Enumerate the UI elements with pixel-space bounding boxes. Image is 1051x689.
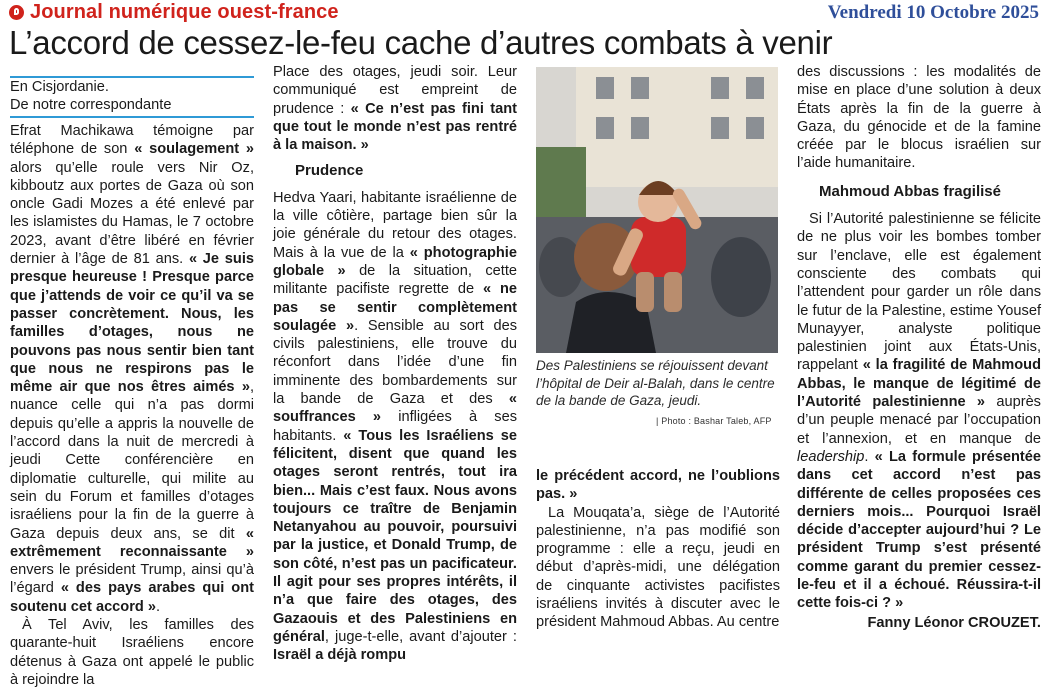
ouest-france-logo-icon	[9, 5, 24, 20]
paragraph: des discussions : les modalités de mise en place d’une solution à deux États après la fin de la guerre à Gaza, du génocide et de la famine créée par le blocus israélien sur l’aide humanitaire.	[797, 64, 1041, 172]
article-column-2	[273, 63, 517, 665]
masthead	[0, 0, 1051, 26]
paragraph: À Tel Aviv, les familles des quarante-huit Israéliens encore détenus à Gaza ont appelé le public à rejoindre la	[10, 617, 254, 688]
paragraph: Hedva Yaari, habitante israélienne de la ville côtière, partage bien sûr la joie générale du retour des otages. Mais à la vue de la « photographie globale » de la situation, cette militante pacifiste regrette de « ne pas se sentir complètement soulagée ». Sensible au sort des civils palestiniens, elle trouve du réconfort dans l’idée d’une fin imminente des bombardements sur la bande de Gaza et des « souffrances » infligées à ses habitants. « Tous les Israéliens se félicitent, disent que quand les otages seront rentrés, tout ira bien... Mais c’est faux. Nous avons toujours ce traître de Benjamin Netanyahou au pouvoir, poursuivi par la justice, et Donald Trump, de son côté, n’est pas un pacificateur. Il agit pour ses propres intérêts, il n’a que faire des otages, des Gazaouis et des Palestiniens en général, juge-t-elle, avant d’ajouter : Israël a déjà rompu	[273, 189, 518, 664]
publication-date: Vendredi 10 Octobre 2025	[827, 2, 1039, 23]
news-photo	[536, 67, 778, 353]
dateline-divider	[10, 116, 254, 118]
article-column-4	[797, 63, 1041, 632]
journal-title: Journal numérique ouest-france	[30, 1, 339, 23]
section-heading-prudence: Prudence	[295, 162, 364, 180]
photo-illustration	[536, 67, 778, 353]
paragraph: Si l’Autorité palestinienne se félicite de ne plus voir les bombes tomber sur l’enclave, elle est également consciente des combats qui l’attendent pour garder un rôle dans le futur de la Palestine, estime Yousef Munayyer, analyste politique palestinien joint aux États-Unis, rappelant « la fragilité de Mahmoud Abbas, le manque de légitimé de l’Autorité palestinienne » auprès d’un peuple menacé par l’occupation et l’annexion, et en manque de leadership. « La formule présentée dans cet accord n’est pas différente de celles proposées ces derniers mois... Pourquoi Israël décide d’accepter aujourd’hui ? Le président Trump s’est présenté comme garant du premier cessez-le-feu et il a échoué. Réussira-t-il cette fois-ci ? »	[797, 211, 1042, 612]
dateline-author: De notre correspondante	[10, 96, 172, 113]
dateline-location: En Cisjordanie.	[10, 79, 109, 95]
article-column-1	[10, 76, 254, 689]
paragraph: Place des otages, jeudi soir. Leur communiqué est empreint de prudence : « Ce n’est pas fini tant que tout le monde n’est pas rentré à la maison. »	[273, 64, 517, 154]
paragraph: Efrat Machikawa témoigne par téléphone de son « soulagement » alors qu’elle roule vers Nir Oz, kibboutz aux portes de Gaza où son oncle Gadi Mozes a été enlevé par les islamistes du Hamas, le 7 octobre 2023, avant d’être libéré en février dernier à l’âge de 81 ans. « Je suis presque heureuse ! Presque parce que j’attends de voir ce qu’il va se passer concrètement. Nous, les familles d’otages, nous ne pouvons pas nous sentir bien tant que nous ne respirons pas le même air que nos êtres aimés », nuance celle qui n’a pas dormi depuis qu’elle a appris la nouvelle de l’accord dans la nuit de mercredi à jeudi Cette conférencière en diplomatie culturelle, qui milite au sein du Forum et familles d’otages israéliens pour la fin de la guerre à Gaza depuis deux ans, se dit « extrêmement reconnaissante » envers le président Trump, ainsi qu’à l’égard « des pays arabes qui ont soutenu cet accord ».	[10, 123, 254, 615]
dateline	[10, 76, 254, 114]
article-column-3	[536, 467, 780, 632]
photo-credit: | Photo : Bashar Taleb, AFP	[656, 416, 772, 426]
author-signature: Fanny Léonor CROUZET.	[867, 614, 1041, 631]
paragraph: La Mouqata’a, siège de l’Autorité palestinienne, n’a pas modifié son programme : elle a reçu, jeudi en début d’après-midi, une délégation de cinquante activistes pacifistes israéliens invités à discuter avec le président Mahmoud Abbas. Au centre	[536, 504, 780, 631]
article-headline: L’accord de cessez-le-feu cache d’autres combats à venir	[9, 24, 833, 61]
paragraph: le précédent accord, ne l’oublions pas. »	[536, 468, 780, 503]
section-heading-abbas: Mahmoud Abbas fragilisé	[819, 182, 1001, 200]
photo-caption: Des Palestiniens se réjouissent devant l’hôpital de Deir al-Balah, dans le centre de la bande de Gaza, jeudi.	[536, 358, 775, 409]
